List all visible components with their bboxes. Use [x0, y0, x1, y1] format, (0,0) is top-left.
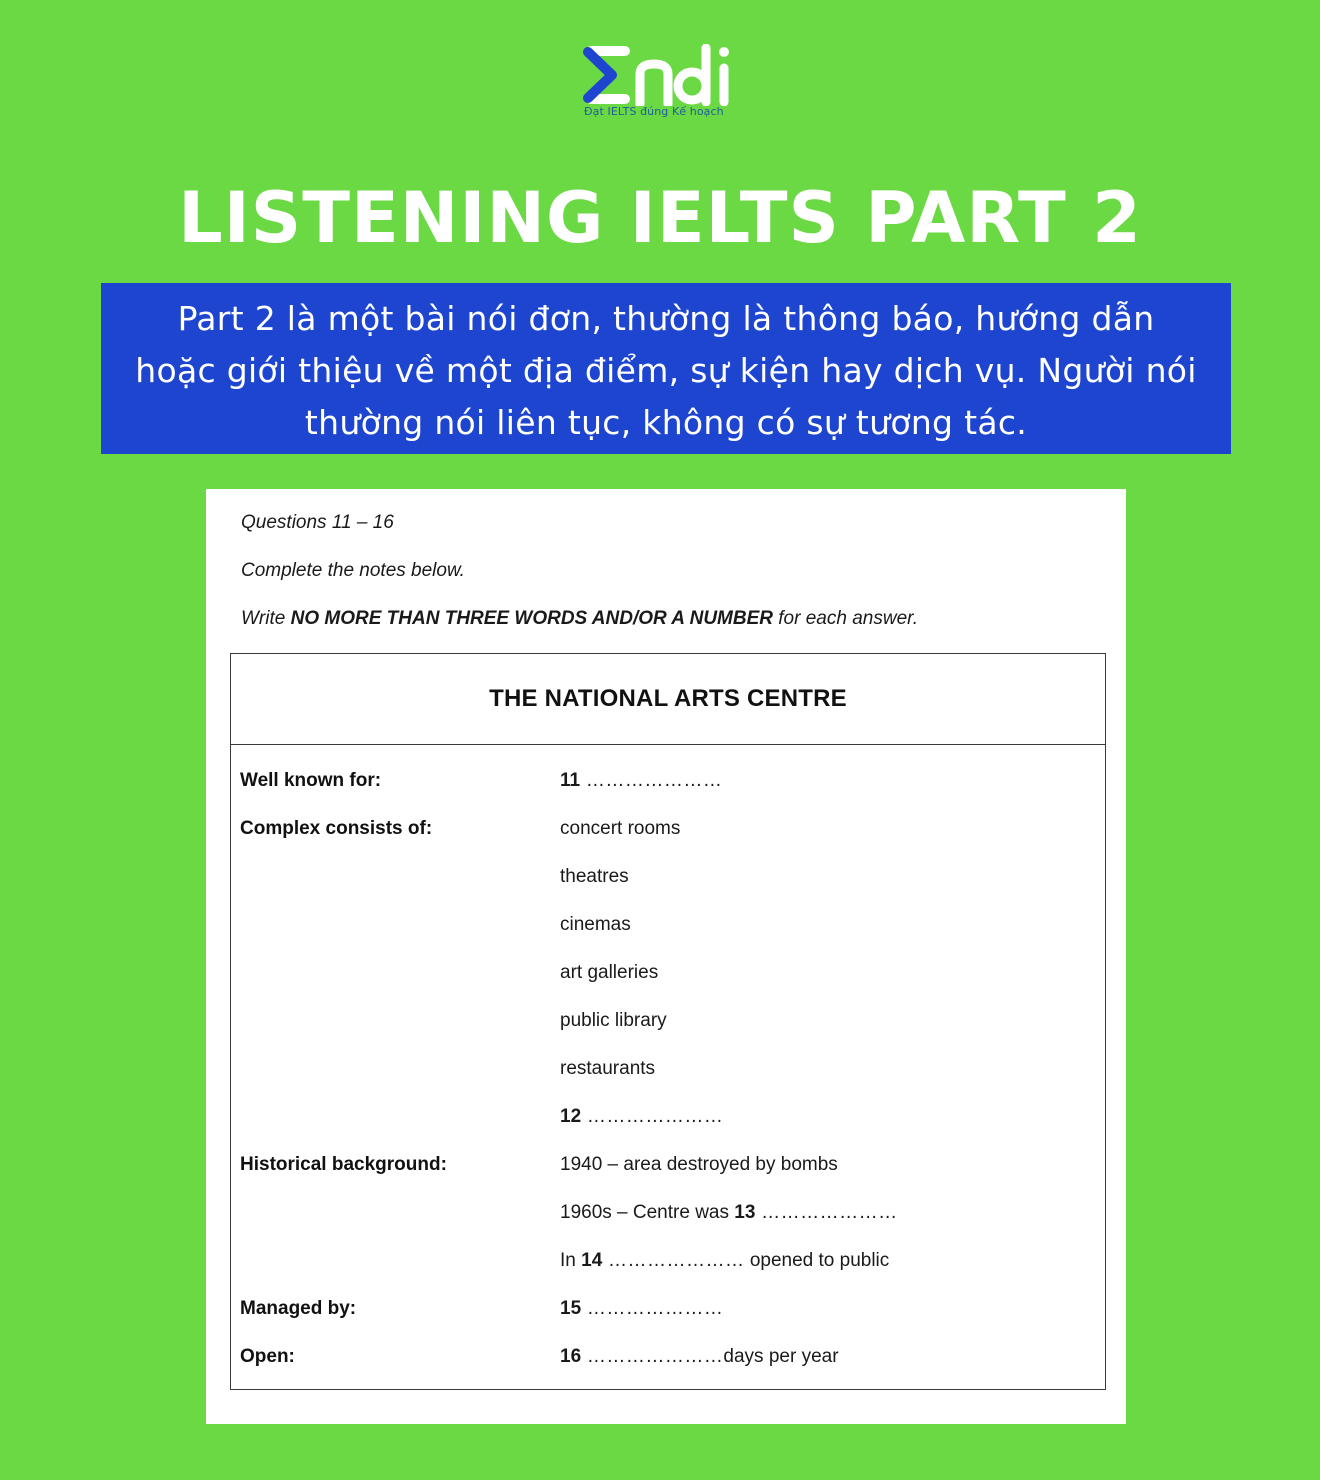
notes-row — [231, 958, 1105, 988]
word-limit-bold: NO MORE THAN THREE WORDS AND/OR A NUMBER — [290, 608, 773, 629]
exercise-card — [206, 489, 1126, 1424]
row-label: Well known for: — [240, 770, 382, 791]
instruction-text: Complete the notes below. — [241, 560, 465, 581]
questions-label: Questions 11 – 16 — [241, 512, 394, 533]
write-suffix: for each answer. — [773, 608, 919, 629]
answer-blank-11[interactable]: 11 ………………… — [560, 770, 723, 791]
notes-row — [231, 1150, 1105, 1180]
row-value: theatres — [560, 866, 629, 887]
page-title: LISTENING IELTS PART 2 — [178, 177, 1142, 259]
notes-row — [231, 1054, 1105, 1084]
description-line-2: hoặc giới thiệu về một địa điểm, sự kiện hay dịch vụ. Người nói — [135, 351, 1197, 390]
notes-row — [231, 814, 1105, 844]
row-label: Managed by: — [240, 1298, 357, 1319]
notes-row — [231, 1246, 1105, 1276]
row-label: Complex consists of: — [240, 818, 433, 839]
notes-table — [230, 653, 1106, 1390]
answer-blank-12[interactable]: 12 ………………… — [560, 1106, 724, 1127]
description-line-3: thường nói liên tục, không có sự tương tác. — [304, 403, 1028, 442]
notes-row — [231, 1198, 1105, 1228]
notes-row — [231, 1102, 1105, 1132]
sigma-logo-icon — [582, 44, 732, 106]
row-value: cinemas — [560, 914, 631, 935]
notes-row — [231, 1342, 1105, 1372]
notes-title: THE NATIONAL ARTS CENTRE — [231, 654, 1105, 745]
answer-blank-13[interactable]: 1960s – Centre was 13 ………………… — [560, 1202, 898, 1223]
row-value: public library — [560, 1010, 667, 1031]
answer-blank-14[interactable]: In 14 ………………… opened to public — [560, 1250, 890, 1271]
row-label: Open: — [240, 1346, 295, 1367]
row-value: concert rooms — [560, 818, 681, 839]
notes-row — [231, 766, 1105, 796]
notes-row — [231, 910, 1105, 940]
notes-row — [231, 1294, 1105, 1324]
answer-blank-16[interactable]: 16 …………………days per year — [560, 1346, 839, 1367]
description-box — [101, 283, 1231, 454]
write-prefix: Write — [241, 608, 291, 629]
word-limit-instruction — [241, 608, 918, 630]
notes-row — [231, 862, 1105, 892]
notes-row — [231, 1006, 1105, 1036]
row-label: Historical background: — [240, 1154, 447, 1175]
answer-blank-15[interactable]: 15 ………………… — [560, 1298, 724, 1319]
endi-logo — [582, 44, 742, 124]
row-value: restaurants — [560, 1058, 656, 1079]
row-value: art galleries — [560, 962, 659, 983]
description-line-1: Part 2 là một bài nói đơn, thường là thông báo, hướng dẫn — [177, 299, 1155, 338]
logo-tagline: Đạt IELTS đúng Kế hoạch — [584, 105, 724, 118]
row-value: 1940 – area destroyed by bombs — [560, 1154, 838, 1175]
